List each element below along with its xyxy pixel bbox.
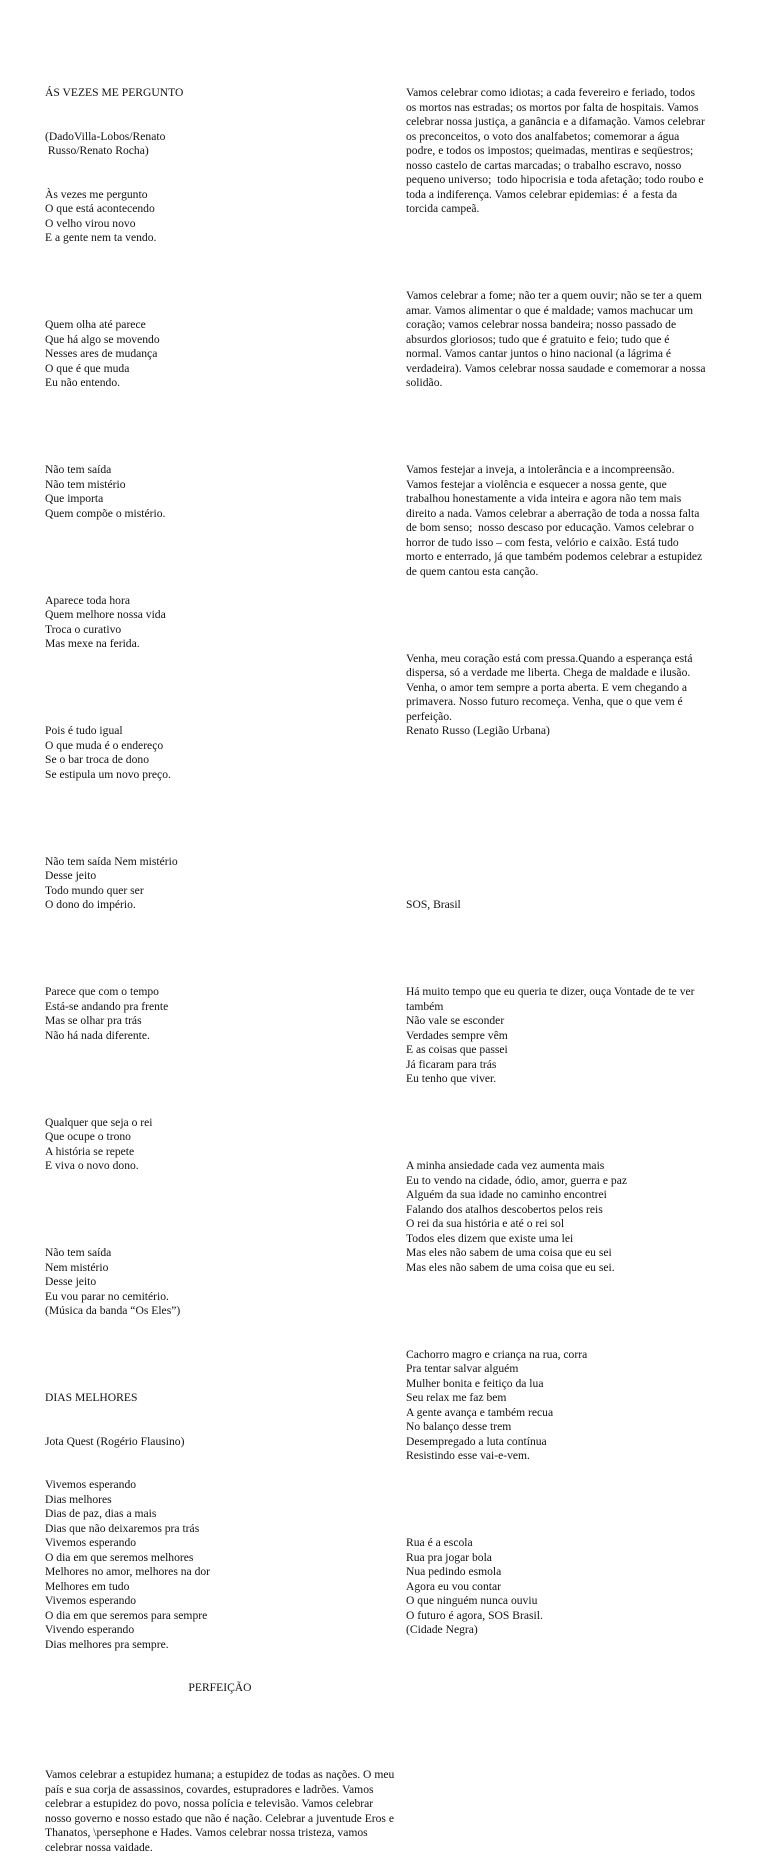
paragraph: Vamos festejar a inveja, a intolerância e a incompreensão. Vamos festejar a violência e esquecer a nossa gente, que trabalhou honestamente a vida inteira e agora não tem mais direito a nada. Vamos celebrar a aberração de toda a nossa falta de bom senso; nosso descaso por educação. Vamos celebrar o horror de tudo isso – com festa, velório e caixão. Está tudo morto e enterrado, já que também podemos celebrar a estupidez de quem cantou esta canção. [406, 463, 706, 578]
song-title-as-vezes: ÁS VEZES ME PERGUNTO [45, 86, 184, 99]
stanza: Não tem saída Nem mistério Desse jeito Todo mundo quer ser O dono do império. [45, 854, 178, 911]
stanza: Não tem saída Nem mistério Desse jeito Eu vou parar no cemitério. (Música da banda “Os Eles”) [45, 1246, 181, 1317]
stanza: Cachorro magro e criança na rua, corra Pra tentar salvar alguém Mulher bonita e feitiço da lua Seu relax me faz bem A gente avança e também recua No balanço desse trem Desempregado a luta contínua Resistindo esse vai-e-vem. [406, 1347, 588, 1462]
stanza: Aparece toda hora Quem melhore nossa vida Troca o curativo Mas mexe na ferida. [45, 593, 166, 650]
stanza: A minha ansiedade cada vez aumenta mais Eu to vendo na cidade, ódio, amor, guerra e paz Alguém da sua idade no caminho encontrei Falando dos atalhos descobertos pelos reis O rei da sua história e até o rei sol Todos eles dizem que existe uma lei Mas eles não sabem de uma coisa que eu sei Mas eles não sabem de uma coisa que eu sei. [406, 1159, 628, 1274]
song-body-perfeicao: Vamos celebrar a estupidez humana; a estupidez de todas as nações. O meu país e sua corja de assassinos, covardes, estupradores e ladrões. Vamos celebrar a estupidez do povo, nossa polícia e televisão. Vamos celebrar nosso governo e nosso estado que não é nação. Celebrar a juventude Eros e Thanatos, \persephone e Hades. Vamos celebrar nossa tristeza, vamos celebrar nossa vaidade. [45, 1768, 398, 1854]
song-title-dias-melhores: DIAS MELHORES [45, 1391, 138, 1404]
paragraph: Venha, meu coração está com pressa.Quando a esperança está dispersa, só a verdade me liberta. Chega de maldade e ilusão. Venha, o amor tem sempre a porta aberta. E vem chegando a primavera. Nosso futuro recomeça. Venha, que o que vem é perfeição. Renato Russo (Legião Urbana) [406, 651, 693, 737]
stanza: Não tem saída Não tem mistério Que importa Quem compõe o mistério. [45, 463, 166, 520]
song-credit-dias-melhores: Jota Quest (Rogério Flausino) [45, 1434, 185, 1448]
stanza: Parece que com o tempo Está-se andando pra frente Mas se olhar pra trás Não há nada diferente. [45, 985, 169, 1042]
song-title-sos-brasil: SOS, Brasil [406, 898, 461, 911]
stanza: Às vezes me pergunto O que está acontecendo O velho virou novo E a gente nem ta vendo. [45, 187, 157, 244]
paragraph: Vamos celebrar como idiotas; a cada fevereiro e feriado, todos os mortos nas estradas; os mortos por falta de hospitais. Vamos celebrar nossa justiça, a ganância e a difamação. Vamos celebrar os preconceitos, o voto dos analfabetos; comemorar a água podre, e todos os impostos; queimadas, mentiras e seqüestros; nosso castelo de cartas marcadas; o trabalho escravo, nosso pequeno universo; todo hipocrisia e toda afetação; todo roubo e toda a indiferença. Vamos celebrar epidemias: é a festa da torcida campeã. [406, 86, 708, 215]
song-body-dias-melhores: Vivemos esperando Dias melhores Dias de paz, dias a mais Dias que não deixaremos pra trás Vivemos esperando O dia em que seremos melhores Melhores no amor, melhores na dor Melhores em tudo Vivemos esperando O dia em que seremos para sempre Vivendo esperando Dias melhores pra sempre. [45, 1478, 211, 1651]
song-title-perfeicao: PERFEIÇÃO [188, 1681, 252, 1694]
left-column [45, 57, 398, 1870]
right-column [406, 57, 709, 1652]
song-credit-as-vezes: (DadoVilla-Lobos/Renato Russo/Renato Rocha) [45, 129, 166, 157]
stanza: Pois é tudo igual O que muda é o endereço Se o bar troca de dono Se estipula um novo preço. [45, 724, 171, 781]
paragraph: Vamos celebrar a fome; não ter a quem ouvir; não se ter a quem amar. Vamos alimentar o que é maldade; vamos machucar um coração; vamos celebrar nossa bandeira; nosso passado de absurdos gloriosos; tudo que é gratuito e feio; tudo que é normal. Vamos cantar juntos o hino nacional (a lágrima é verdadeira). Vamos celebrar nossa saudade e comemorar a nossa solidão. [406, 289, 709, 389]
stanza: Rua é a escola Rua pra jogar bola Nua pedindo esmola Agora eu vou contar O que ninguém nunca ouviu O futuro é agora, SOS Brasil. (Cidade Negra) [406, 1536, 543, 1636]
stanza: Há muito tempo que eu queria te dizer, ouça Vontade de te ver também Não vale se esconder Verdades sempre vêm E as coisas que passei Já ficaram para trás Eu tenho que viver. [406, 985, 695, 1085]
stanza: Qualquer que seja o rei Que ocupe o trono A história se repete E viva o novo dono. [45, 1115, 153, 1172]
stanza: Quem olha até parece Que há algo se movendo Nesses ares de mudança O que é que muda Eu não entendo. [45, 318, 160, 389]
